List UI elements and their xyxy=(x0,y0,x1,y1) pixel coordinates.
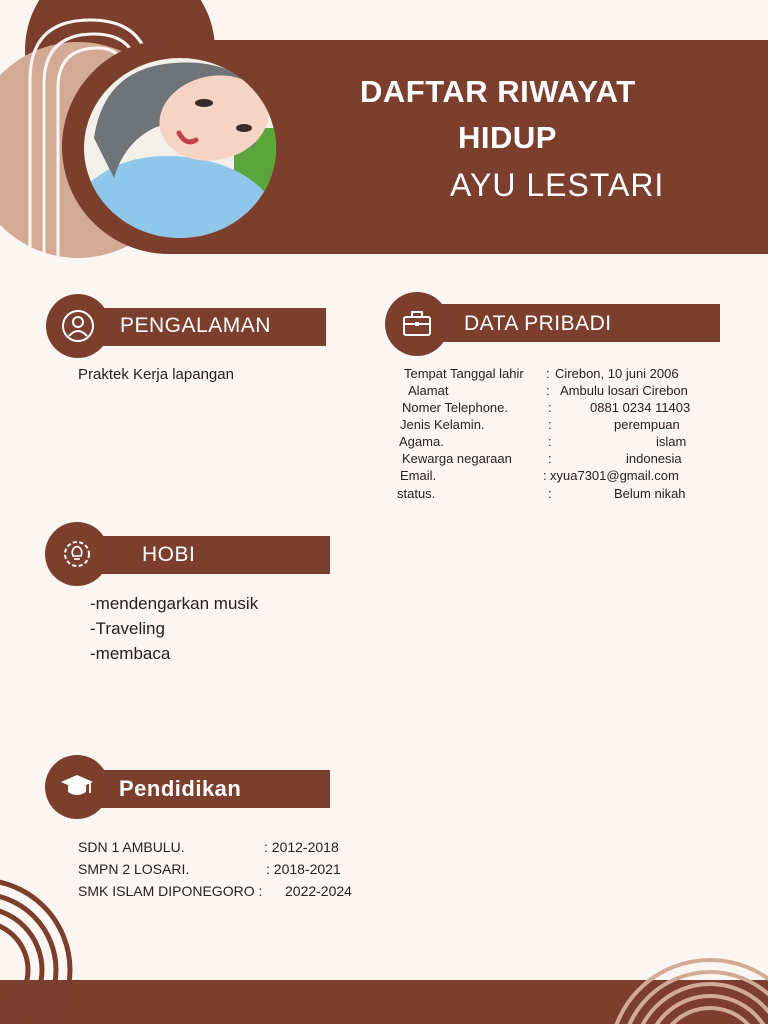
dp-label-kewarganegaraan: Kewarga negaraan xyxy=(402,451,512,466)
pengalaman-icon-badge xyxy=(46,294,110,358)
edu-school-3: SMK ISLAM DIPONEGORO : xyxy=(78,883,263,899)
dp-value-ttl: Cirebon, 10 juni 2006 xyxy=(555,366,679,381)
dp-sep-gender: : xyxy=(548,417,552,432)
data-pribadi-icon-badge xyxy=(385,292,449,356)
dp-label-email: Email. xyxy=(400,468,437,483)
hobi-header-bar xyxy=(80,536,330,574)
dp-label-status: status. xyxy=(397,486,436,501)
edu-years-3: 2022-2024 xyxy=(285,883,352,899)
hobi-item-2: -Traveling xyxy=(90,619,165,638)
hobi-item-3: -membaca xyxy=(90,644,171,663)
dp-value-telephone: 0881 0234 11403 xyxy=(590,400,691,415)
edu-school-1: SDN 1 AMBULU. xyxy=(78,839,185,855)
dp-value-status: Belum nikah xyxy=(614,486,686,501)
dp-value-email: xyua7301@gmail.com xyxy=(550,468,679,483)
hobi-item-1: -mendengarkan musik xyxy=(90,594,259,613)
dp-label-ttl: Tempat Tanggal lahir xyxy=(404,366,524,381)
dp-value-gender: perempuan xyxy=(614,417,680,432)
title-line-1: DAFTAR RIWAYAT xyxy=(360,74,636,109)
pendidikan-icon-badge xyxy=(45,755,109,819)
dp-label-agama: Agama. xyxy=(399,434,444,449)
person-name: AYU LESTARI xyxy=(450,167,665,203)
dp-sep-agama: : xyxy=(548,434,552,449)
dp-value-alamat: Ambulu losari Cirebon xyxy=(560,383,688,398)
lightbulb-gear-icon xyxy=(60,537,94,571)
decorative-arcs-bottom-left xyxy=(0,860,90,1024)
briefcase-icon xyxy=(400,307,434,341)
dp-sep-status: : xyxy=(548,486,552,501)
pengalaman-item: Praktek Kerja lapangan xyxy=(78,366,234,383)
user-icon xyxy=(61,309,95,343)
hobi-heading: HOBI xyxy=(142,543,196,566)
title-line-2: HIDUP xyxy=(458,120,557,155)
dp-value-kewarganegaraan: indonesia xyxy=(626,451,682,466)
data-pribadi-heading: DATA PRIBADI xyxy=(464,312,612,335)
hobi-icon-badge xyxy=(45,522,109,586)
dp-sep-alamat: : xyxy=(546,383,550,398)
dp-sep-email: : xyxy=(543,468,547,483)
edu-years-2: : 2018-2021 xyxy=(266,861,341,877)
edu-years-1: : 2012-2018 xyxy=(264,839,339,855)
decorative-arcs-bottom-right xyxy=(590,950,768,1024)
dp-sep-telephone: : xyxy=(548,400,552,415)
pengalaman-heading: PENGALAMAN xyxy=(120,314,271,337)
dp-sep-ttl: : xyxy=(546,366,550,381)
graduation-cap-icon xyxy=(59,772,95,802)
dp-label-alamat: Alamat xyxy=(408,383,449,398)
dp-value-agama: islam xyxy=(656,434,687,449)
pendidikan-heading: Pendidikan xyxy=(119,776,242,801)
edu-school-2: SMPN 2 LOSARI. xyxy=(78,861,190,877)
profile-photo xyxy=(84,58,276,238)
dp-label-gender: Jenis Kelamin. xyxy=(400,417,485,432)
dp-sep-kewarganegaraan: : xyxy=(548,451,552,466)
dp-label-telephone: Nomer Telephone. xyxy=(402,400,508,415)
